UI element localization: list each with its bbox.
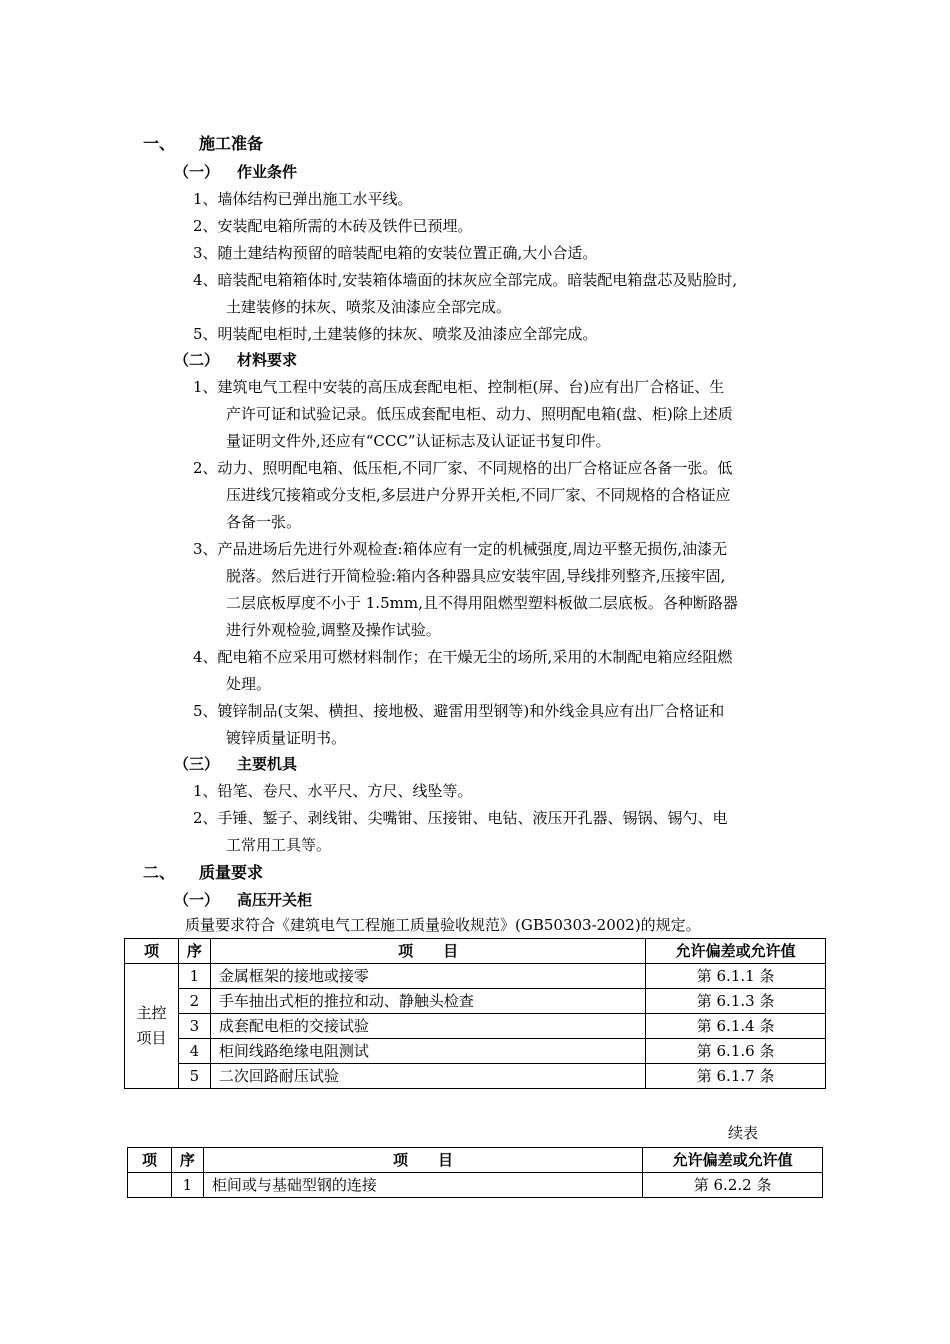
- table-row: [125, 1064, 826, 1089]
- item-number: 2、: [193, 217, 218, 235]
- section-title: 质量要求: [199, 863, 264, 882]
- table-row: [125, 964, 826, 989]
- header-item: 项 目: [203, 1148, 642, 1173]
- item-number: 2、: [193, 809, 218, 827]
- seq-cell: 3: [178, 1014, 210, 1039]
- table-row: [125, 1039, 826, 1064]
- item-text: 随土建结构预留的暗装配电箱的安装位置正确,大小合适。: [217, 244, 598, 262]
- subsection-heading: [174, 754, 297, 774]
- header-category: 项: [125, 939, 179, 964]
- table-header-row: [125, 939, 826, 964]
- item-continuation: 土建装修的抹灰、喷浆及油漆应全部完成。: [226, 298, 512, 316]
- table-row: [125, 989, 826, 1014]
- value-cell: 第 6.1.6 条: [646, 1039, 826, 1064]
- subsection-number: （一）: [174, 891, 220, 909]
- list-item: [193, 701, 724, 721]
- list-item: [193, 647, 732, 667]
- list-item: [193, 377, 724, 397]
- seq-cell: 1: [171, 1173, 203, 1198]
- item-continuation: 处理。: [226, 675, 272, 693]
- list-item: [193, 458, 732, 478]
- item-cell: 二次回路耐压试验: [210, 1064, 645, 1089]
- list-item: [193, 781, 473, 801]
- section-title: 施工准备: [199, 134, 264, 153]
- item-text: 明装配电柜时,土建装修的抹灰、喷浆及油漆应全部完成。: [217, 325, 598, 343]
- section-heading: [143, 134, 263, 154]
- item-cell: 手车抽出式柜的推拉和动、静触头检查: [210, 989, 645, 1014]
- subsection-number: （三）: [174, 755, 220, 773]
- item-continuation: 产许可证和试验记录。低压成套配电柜、动力、照明配电箱(盘、柜)除上述质: [226, 405, 733, 423]
- subsection-title: 高压开关柜: [237, 891, 313, 909]
- item-number: 4、: [193, 648, 218, 666]
- item-continuation: 压进线冗接箱或分支柜,多层进户分界开关柜,不同厂家、不同规格的合格证应: [226, 486, 731, 504]
- item-cell: 柜间线路绝缘电阻测试: [210, 1039, 645, 1064]
- subsection-number: （二）: [174, 351, 220, 369]
- item-text: 动力、照明配电箱、低压柜,不同厂家、不同规格的出厂合格证应各备一张。低: [217, 459, 733, 477]
- item-continuation: 各备一张。: [226, 513, 302, 531]
- group-cell: [128, 1173, 172, 1198]
- item-cell: 柜间或与基础型钢的连接: [203, 1173, 642, 1198]
- section-number: 二、: [143, 863, 176, 882]
- intro-text: 质量要求符合《建筑电气工程施工质量验收规范》(GB50303-2002)的规定。: [185, 916, 701, 934]
- item-text: 安装配电箱所需的木砖及铁件已预埋。: [217, 217, 473, 235]
- seq-cell: 5: [178, 1064, 210, 1089]
- subsection-heading: [174, 890, 312, 910]
- header-seq: 序: [178, 939, 210, 964]
- item-number: 1、: [193, 378, 218, 396]
- section-number: 一、: [143, 134, 176, 153]
- subsection-heading: [174, 350, 297, 370]
- group-label: 主控项目: [136, 1004, 167, 1047]
- list-item: [193, 324, 597, 344]
- item-number: 1、: [193, 190, 218, 208]
- header-tolerance: 允许偏差或允许值: [643, 1148, 823, 1173]
- item-text: 建筑电气工程中安装的高压成套配电柜、控制柜(屏、台)应有出厂合格证、生: [217, 378, 725, 396]
- value-cell: 第 6.2.2 条: [643, 1173, 823, 1198]
- seq-cell: 4: [178, 1039, 210, 1064]
- list-item: [193, 808, 728, 828]
- item-text: 产品进场后先进行外观检查:箱体应有一定的机械强度,周边平整无损伤,油漆无: [217, 540, 728, 558]
- item-text: 镀锌制品(支架、横担、接地极、避雷用型钢等)和外线金具应有出厂合格证和: [217, 702, 725, 720]
- quality-table: [124, 938, 826, 1089]
- item-number: 5、: [193, 325, 218, 343]
- header-seq: 序: [171, 1148, 203, 1173]
- item-number: 1、: [193, 782, 218, 800]
- value-cell: 第 6.1.3 条: [646, 989, 826, 1014]
- item-text: 手锤、錾子、剥线钳、尖嘴钳、压接钳、电钻、液压开孔器、锡锅、锡勺、电: [217, 809, 728, 827]
- subsection-heading: [174, 162, 297, 182]
- item-continuation: 进行外观检验,调整及操作试验。: [226, 621, 441, 639]
- item-cell: 金属框架的接地或接零: [210, 964, 645, 989]
- table-row: [128, 1173, 823, 1198]
- table-header-row: [128, 1148, 823, 1173]
- header-item: 项 目: [210, 939, 645, 964]
- item-continuation: 量证明文件外,还应有“CCC”认证标志及认证证书复印件。: [226, 432, 611, 450]
- item-continuation: 镀锌质量证明书。: [226, 729, 347, 747]
- item-number: 5、: [193, 702, 218, 720]
- subsection-number: （一）: [174, 163, 220, 181]
- list-item: [193, 216, 473, 236]
- item-text: 配电箱不应采用可燃材料制作；在干燥无尘的场所,采用的木制配电箱应经阻燃: [217, 648, 733, 666]
- item-text: 铅笔、卷尺、水平尺、方尺、线坠等。: [217, 782, 473, 800]
- seq-cell: 1: [178, 964, 210, 989]
- value-cell: 第 6.1.7 条: [646, 1064, 826, 1089]
- group-cell: [125, 964, 179, 1089]
- list-item: [193, 270, 737, 290]
- continued-label: 续表: [728, 1124, 759, 1142]
- seq-cell: 2: [178, 989, 210, 1014]
- item-continuation: 二层底板厚度不小于 1.5mm,且不得用阻燃型塑料板做二层底板。各种断路器: [226, 594, 738, 612]
- item-number: 3、: [193, 244, 218, 262]
- subsection-title: 作业条件: [237, 163, 298, 181]
- item-text: 墙体结构已弹出施工水平线。: [217, 190, 413, 208]
- item-text: 暗装配电箱箱体时,安装箱体墙面的抹灰应全部完成。暗装配电箱盘芯及贴脸时,: [217, 271, 738, 289]
- header-tolerance: 允许偏差或允许值: [646, 939, 826, 964]
- item-number: 2、: [193, 459, 218, 477]
- list-item: [193, 189, 413, 209]
- item-continuation: 工常用工具等。: [226, 836, 332, 854]
- header-category: 项: [128, 1148, 172, 1173]
- table-row: [125, 1014, 826, 1039]
- section-heading: [143, 863, 263, 883]
- item-cell: 成套配电柜的交接试验: [210, 1014, 645, 1039]
- quality-table-continued: [127, 1147, 823, 1198]
- list-item: [193, 243, 597, 263]
- list-item: [193, 539, 727, 559]
- item-continuation: 脱落。然后进行开简检验:箱内各种器具应安装牢固,导线排列整齐,压接牢固,: [226, 567, 726, 585]
- item-number: 4、: [193, 271, 218, 289]
- value-cell: 第 6.1.4 条: [646, 1014, 826, 1039]
- item-number: 3、: [193, 540, 218, 558]
- subsection-title: 主要机具: [237, 755, 298, 773]
- value-cell: 第 6.1.1 条: [646, 964, 826, 989]
- subsection-title: 材料要求: [237, 351, 298, 369]
